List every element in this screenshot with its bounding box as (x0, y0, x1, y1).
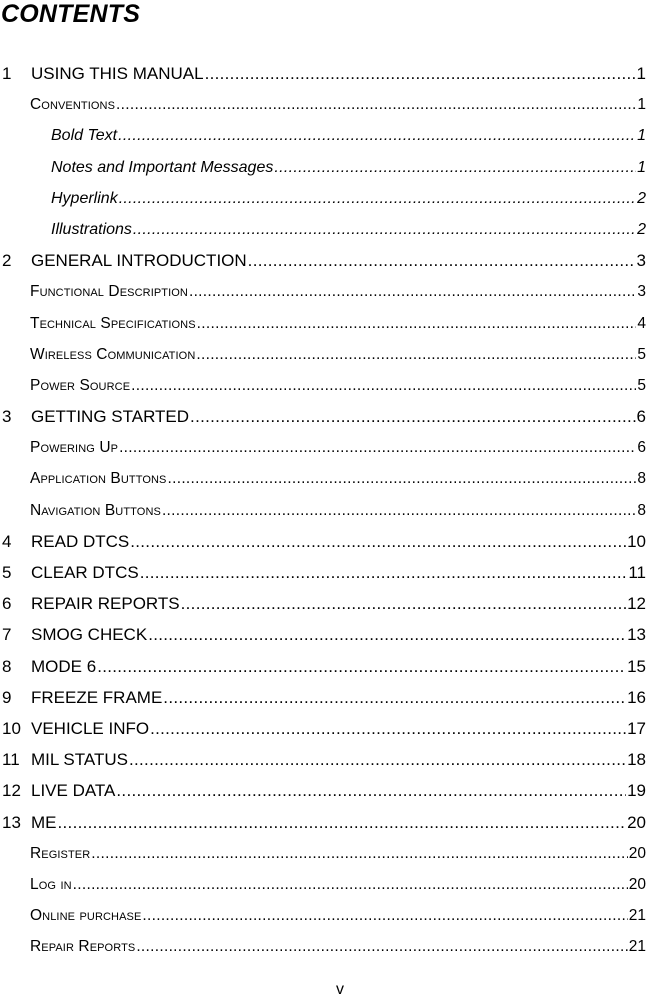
dot-leader (189, 278, 636, 306)
toc-entry[interactable] (0, 497, 650, 528)
toc-entry[interactable] (0, 871, 650, 902)
toc-entry[interactable] (0, 91, 650, 122)
toc-entry-label[interactable]: VEHICLE INFO (31, 718, 150, 738)
toc-page-number: 20 (628, 875, 646, 893)
dot-leader (248, 247, 636, 275)
toc-page-number: 20 (628, 844, 646, 862)
page-number: v (336, 981, 344, 998)
toc-page-number: 10 (627, 531, 646, 551)
toc-entry-label[interactable]: Hyperlink (51, 189, 118, 207)
dot-leader (197, 310, 637, 338)
chapter-number: 8 (2, 656, 12, 676)
toc-page-number: 12 (627, 594, 646, 614)
dot-leader (136, 933, 627, 961)
dot-leader (140, 559, 628, 587)
toc-page-number: 3 (637, 283, 646, 301)
toc-entry[interactable] (0, 434, 650, 465)
toc-entry[interactable] (0, 403, 650, 434)
chapter-number: 3 (2, 407, 12, 427)
toc-page-number: 11 (628, 563, 646, 582)
toc-entry-label[interactable]: REPAIR REPORTS (31, 594, 180, 614)
dot-leader (119, 434, 636, 462)
toc-entry[interactable] (0, 60, 650, 91)
table-of-contents (0, 60, 650, 964)
dot-leader (150, 715, 626, 743)
dot-leader (131, 372, 636, 400)
toc-entry-label[interactable]: SMOG CHECK (31, 625, 148, 645)
toc-page-number: 8 (637, 501, 646, 519)
toc-entry-label[interactable]: READ DTCS (31, 531, 130, 551)
toc-entry[interactable] (0, 310, 650, 341)
toc-entry[interactable] (0, 840, 650, 871)
toc-entry-label[interactable]: ME (31, 812, 57, 832)
dot-leader (162, 497, 636, 525)
dot-leader (274, 154, 636, 182)
toc-page-number: 21 (628, 938, 646, 956)
toc-page-number: 8 (637, 470, 646, 488)
toc-entry-label[interactable]: Bold Text (51, 127, 118, 145)
toc-page-number: 5 (637, 376, 646, 394)
toc-entry-label[interactable]: Online purchase (30, 907, 142, 925)
toc-entry[interactable] (0, 185, 650, 216)
dot-leader (118, 122, 636, 150)
toc-page-number: 1 (636, 64, 646, 83)
toc-entry-label[interactable]: Technical Specifications (30, 314, 196, 332)
dot-leader (130, 528, 626, 556)
chapter-number: 4 (2, 531, 12, 551)
dot-leader (163, 684, 626, 712)
toc-entry-label[interactable]: Powering Up (30, 439, 119, 457)
toc-entry-label[interactable]: Conventions (30, 96, 116, 114)
toc-entry[interactable] (0, 154, 650, 185)
dot-leader (116, 91, 636, 119)
dot-leader (97, 653, 626, 681)
dot-leader (129, 746, 626, 774)
toc-entry-label[interactable]: Log in (30, 875, 72, 893)
page-title: CONTENTS (1, 0, 141, 28)
toc-page-number: 2 (637, 220, 646, 238)
dot-leader (205, 60, 636, 88)
toc-entry[interactable] (0, 777, 650, 808)
toc-entry[interactable] (0, 247, 650, 278)
chapter-number: 1 (2, 64, 12, 83)
toc-entry[interactable] (0, 746, 650, 777)
chapter-number: 11 (2, 750, 20, 770)
toc-page-number: 1 (637, 127, 646, 145)
toc-entry[interactable] (0, 590, 650, 621)
toc-entry[interactable] (0, 465, 650, 496)
toc-page-number: 19 (627, 781, 646, 801)
dot-leader (58, 809, 627, 837)
toc-page-number: 1 (637, 96, 646, 114)
chapter-number: 6 (2, 594, 12, 614)
toc-entry[interactable] (0, 559, 650, 590)
toc-page-number: 4 (637, 314, 646, 332)
toc-page-number: 17 (627, 718, 646, 738)
toc-page-number: 15 (627, 656, 646, 676)
toc-entry[interactable] (0, 933, 650, 964)
toc-entry[interactable] (0, 372, 650, 403)
toc-entry[interactable] (0, 902, 650, 933)
toc-entry-label[interactable]: MODE 6 (31, 656, 97, 676)
toc-entry-label[interactable]: CLEAR DTCS (31, 563, 139, 582)
dot-leader (116, 777, 626, 805)
toc-entry-label[interactable]: Repair Reports (30, 938, 136, 956)
dot-leader (196, 341, 636, 369)
toc-entry[interactable] (0, 621, 650, 652)
dot-leader (142, 902, 627, 930)
toc-page-number: 21 (628, 907, 646, 925)
dot-leader (190, 403, 635, 431)
dot-leader (73, 871, 628, 899)
toc-page-number: 5 (637, 345, 646, 363)
dot-leader (168, 465, 637, 493)
toc-entry-label[interactable]: Functional Description (30, 283, 188, 301)
toc-entry-label[interactable]: Illustrations (51, 220, 132, 238)
toc-entry[interactable] (0, 216, 650, 247)
toc-entry-label[interactable]: USING THIS MANUAL (31, 64, 204, 83)
chapter-number: 2 (2, 251, 12, 271)
toc-page-number: 18 (627, 750, 646, 770)
toc-page-number: 1 (637, 158, 646, 176)
toc-entry-label[interactable]: Register (30, 844, 91, 862)
toc-page-number: 20 (627, 812, 646, 832)
toc-page-number: 16 (627, 687, 646, 707)
toc-page-number: 6 (637, 439, 646, 457)
chapter-number: 9 (2, 687, 12, 707)
chapter-number: 7 (2, 625, 12, 645)
toc-entry[interactable] (0, 278, 650, 309)
toc-entry-label[interactable]: Navigation Buttons (30, 501, 161, 519)
toc-entry-label[interactable]: LIVE DATA (31, 781, 116, 801)
toc-entry[interactable] (0, 653, 650, 684)
toc-page-number: 2 (637, 189, 646, 207)
toc-entry[interactable] (0, 715, 650, 746)
toc-entry-label[interactable]: GETTING STARTED (31, 407, 190, 427)
toc-entry[interactable] (0, 122, 650, 153)
chapter-number: 13 (2, 812, 21, 832)
toc-entry[interactable] (0, 528, 650, 559)
toc-entry-label[interactable]: Power Source (30, 376, 131, 394)
toc-entry-label[interactable]: FREEZE FRAME (31, 687, 163, 707)
dot-leader (133, 216, 636, 244)
chapter-number: 12 (2, 781, 21, 801)
toc-page-number: 6 (636, 407, 646, 427)
toc-entry-label[interactable]: Application Buttons (30, 470, 167, 488)
toc-entry[interactable] (0, 809, 650, 840)
dot-leader (119, 185, 636, 213)
toc-entry-label[interactable]: Notes and Important Messages (51, 158, 274, 176)
toc-entry-label[interactable]: Wireless Communication (30, 345, 196, 363)
dot-leader (148, 621, 626, 649)
toc-entry-label[interactable]: GENERAL INTRODUCTION (31, 251, 247, 271)
toc-page-number: 3 (636, 251, 646, 271)
dot-leader (91, 840, 627, 868)
toc-entry-label[interactable]: MIL STATUS (31, 750, 128, 770)
toc-entry[interactable] (0, 341, 650, 372)
chapter-number: 10 (2, 718, 21, 738)
chapter-number: 5 (2, 563, 12, 582)
toc-entry[interactable] (0, 684, 650, 715)
dot-leader (181, 590, 626, 618)
toc-page-number: 13 (627, 625, 646, 645)
